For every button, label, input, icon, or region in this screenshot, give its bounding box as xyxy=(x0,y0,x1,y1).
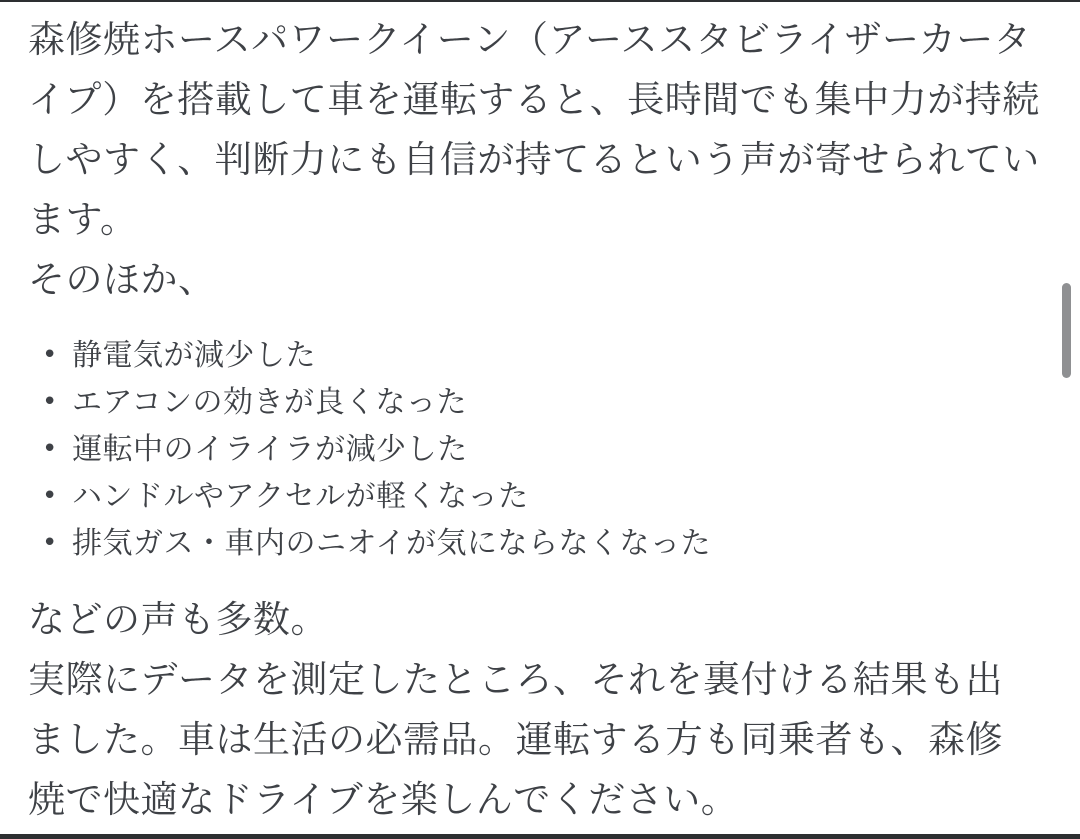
list-item xyxy=(28,426,1040,473)
list-item xyxy=(28,332,1040,379)
list-item-label: 運転中のイライラが減少した xyxy=(72,432,468,467)
benefits-list xyxy=(28,332,1040,567)
paragraph-voices: などの声も多数。 xyxy=(28,598,328,641)
bullet-icon: • xyxy=(42,481,58,511)
bullet-icon: • xyxy=(42,340,58,370)
bullet-icon: • xyxy=(42,434,58,464)
list-item-label: ハンドルやアクセルが軽くなった xyxy=(72,479,529,514)
paragraph-sonohoka: そのほか、 xyxy=(28,258,216,301)
bullet-icon: • xyxy=(42,528,58,558)
bullet-icon: • xyxy=(42,387,58,417)
paragraph-intro: 森修焼ホースパワークイーン（アーススタビライザーカータイプ）を搭載して車を運転すると、長時間でも集中力が持続しやすく、判断力にも自信が持てるという声が寄せられています。 xyxy=(28,18,1040,241)
list-item-label: 排気ガス・車内のニオイが気にならなくなった xyxy=(72,526,711,561)
list-item xyxy=(28,473,1040,520)
list-item xyxy=(28,520,1040,567)
list-item xyxy=(28,379,1040,426)
scrollbar-thumb[interactable] xyxy=(1062,283,1071,378)
bottom-edge-bar xyxy=(0,834,1080,839)
list-item-label: エアコンの効きが良くなった xyxy=(72,385,467,420)
list-item-label: 静電気が減少した xyxy=(72,338,316,373)
paragraph-closing: 実際にデータを測定したところ、それを裏付ける結果も出ました。車は生活の必需品。運転する方も同乗者も、森修焼で快適なドライブを楽しんでください。 xyxy=(28,658,1003,821)
article-body xyxy=(28,0,1040,830)
